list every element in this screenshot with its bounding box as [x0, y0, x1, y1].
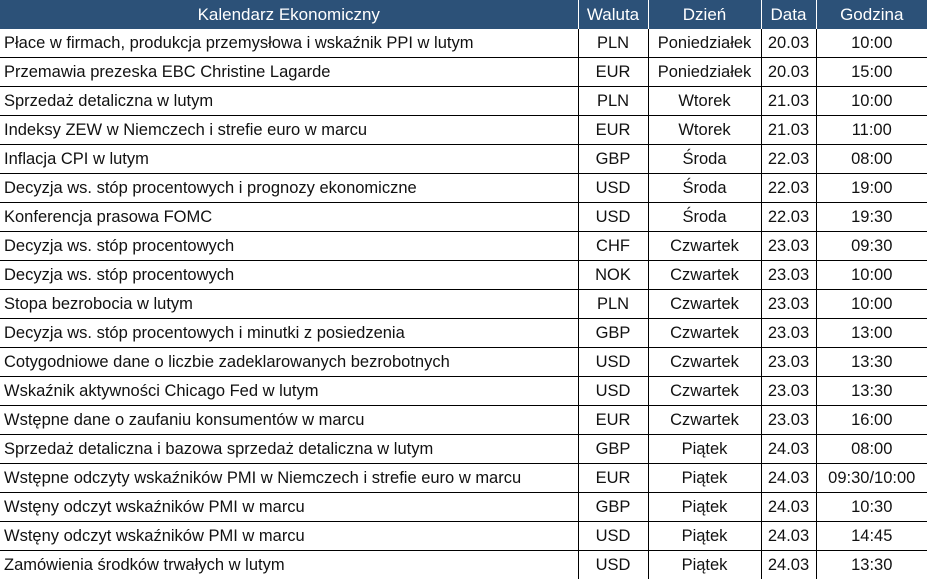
table-row — [0, 319, 927, 348]
table-row — [0, 522, 927, 551]
time-cell: 13:00 — [816, 319, 927, 348]
date-cell: 22.03 — [761, 174, 816, 203]
currency-cell: EUR — [578, 58, 648, 87]
currency-cell: EUR — [578, 116, 648, 145]
date-cell: 24.03 — [761, 464, 816, 493]
time-cell: 10:00 — [816, 261, 927, 290]
time-cell: 16:00 — [816, 406, 927, 435]
day-cell: Środa — [648, 145, 761, 174]
date-cell: 22.03 — [761, 203, 816, 232]
header-date: Data — [761, 0, 816, 29]
event-cell: Przemawia prezeska EBC Christine Lagarde — [0, 58, 578, 87]
event-cell: Decyzja ws. stóp procentowych — [0, 232, 578, 261]
table-row — [0, 551, 927, 579]
currency-cell: PLN — [578, 29, 648, 58]
table-row — [0, 145, 927, 174]
time-cell: 09:30/10:00 — [816, 464, 927, 493]
table-row — [0, 261, 927, 290]
day-cell: Poniedziałek — [648, 58, 761, 87]
currency-cell: USD — [578, 377, 648, 406]
event-cell: Wstęny odczyt wskaźników PMI w marcu — [0, 493, 578, 522]
time-cell: 13:30 — [816, 551, 927, 579]
time-cell: 10:00 — [816, 290, 927, 319]
header-event: Kalendarz Ekonomiczny — [0, 0, 578, 29]
time-cell: 10:30 — [816, 493, 927, 522]
table-row — [0, 493, 927, 522]
day-cell: Piątek — [648, 522, 761, 551]
event-cell: Indeksy ZEW w Niemczech i strefie euro w marcu — [0, 116, 578, 145]
table-row — [0, 435, 927, 464]
day-cell: Czwartek — [648, 232, 761, 261]
date-cell: 20.03 — [761, 29, 816, 58]
time-cell: 15:00 — [816, 58, 927, 87]
header-time: Godzina — [816, 0, 927, 29]
event-cell: Sprzedaż detaliczna i bazowa sprzedaż detaliczna w lutym — [0, 435, 578, 464]
header-currency: Waluta — [578, 0, 648, 29]
date-cell: 21.03 — [761, 116, 816, 145]
table-row — [0, 232, 927, 261]
day-cell: Czwartek — [648, 348, 761, 377]
date-cell: 24.03 — [761, 522, 816, 551]
table-row — [0, 116, 927, 145]
day-cell: Wtorek — [648, 116, 761, 145]
currency-cell: GBP — [578, 493, 648, 522]
time-cell: 14:45 — [816, 522, 927, 551]
day-cell: Czwartek — [648, 290, 761, 319]
header-day: Dzień — [648, 0, 761, 29]
currency-cell: PLN — [578, 290, 648, 319]
currency-cell: USD — [578, 174, 648, 203]
header-row — [0, 0, 927, 29]
table-row — [0, 87, 927, 116]
calendar-body — [0, 29, 927, 579]
day-cell: Piątek — [648, 551, 761, 579]
currency-cell: EUR — [578, 464, 648, 493]
currency-cell: GBP — [578, 435, 648, 464]
day-cell: Środa — [648, 174, 761, 203]
currency-cell: USD — [578, 522, 648, 551]
date-cell: 24.03 — [761, 551, 816, 579]
time-cell: 10:00 — [816, 29, 927, 58]
date-cell: 24.03 — [761, 493, 816, 522]
currency-cell: USD — [578, 551, 648, 579]
date-cell: 23.03 — [761, 377, 816, 406]
event-cell: Płace w firmach, produkcja przemysłowa i wskaźnik PPI w lutym — [0, 29, 578, 58]
time-cell: 10:00 — [816, 87, 927, 116]
date-cell: 24.03 — [761, 435, 816, 464]
currency-cell: EUR — [578, 406, 648, 435]
date-cell: 23.03 — [761, 406, 816, 435]
table-row — [0, 174, 927, 203]
event-cell: Stopa bezrobocia w lutym — [0, 290, 578, 319]
day-cell: Czwartek — [648, 319, 761, 348]
event-cell: Decyzja ws. stóp procentowych — [0, 261, 578, 290]
date-cell: 23.03 — [761, 261, 816, 290]
event-cell: Wstęny odczyt wskaźników PMI w marcu — [0, 522, 578, 551]
date-cell: 22.03 — [761, 145, 816, 174]
table-row — [0, 464, 927, 493]
date-cell: 23.03 — [761, 348, 816, 377]
time-cell: 19:30 — [816, 203, 927, 232]
table-row — [0, 406, 927, 435]
time-cell: 13:30 — [816, 348, 927, 377]
table-row — [0, 29, 927, 58]
table-row — [0, 58, 927, 87]
date-cell: 23.03 — [761, 232, 816, 261]
time-cell: 13:30 — [816, 377, 927, 406]
table-row — [0, 203, 927, 232]
currency-cell: USD — [578, 203, 648, 232]
event-cell: Wskaźnik aktywności Chicago Fed w lutym — [0, 377, 578, 406]
day-cell: Wtorek — [648, 87, 761, 116]
day-cell: Czwartek — [648, 261, 761, 290]
time-cell: 11:00 — [816, 116, 927, 145]
date-cell: 23.03 — [761, 319, 816, 348]
time-cell: 08:00 — [816, 145, 927, 174]
event-cell: Decyzja ws. stóp procentowych i prognozy ekonomiczne — [0, 174, 578, 203]
event-cell: Wstępne odczyty wskaźników PMI w Niemczech i strefie euro w marcu — [0, 464, 578, 493]
date-cell: 23.03 — [761, 290, 816, 319]
day-cell: Piątek — [648, 435, 761, 464]
currency-cell: GBP — [578, 145, 648, 174]
date-cell: 20.03 — [761, 58, 816, 87]
day-cell: Piątek — [648, 464, 761, 493]
day-cell: Czwartek — [648, 377, 761, 406]
currency-cell: USD — [578, 348, 648, 377]
event-cell: Wstępne dane o zaufaniu konsumentów w marcu — [0, 406, 578, 435]
day-cell: Poniedziałek — [648, 29, 761, 58]
table-row — [0, 290, 927, 319]
table-row — [0, 348, 927, 377]
time-cell: 08:00 — [816, 435, 927, 464]
event-cell: Zamówienia środków trwałych w lutym — [0, 551, 578, 579]
currency-cell: GBP — [578, 319, 648, 348]
day-cell: Piątek — [648, 493, 761, 522]
day-cell: Czwartek — [648, 406, 761, 435]
table-row — [0, 377, 927, 406]
time-cell: 19:00 — [816, 174, 927, 203]
date-cell: 21.03 — [761, 87, 816, 116]
currency-cell: PLN — [578, 87, 648, 116]
day-cell: Środa — [648, 203, 761, 232]
event-cell: Decyzja ws. stóp procentowych i minutki z posiedzenia — [0, 319, 578, 348]
event-cell: Inflacja CPI w lutym — [0, 145, 578, 174]
time-cell: 09:30 — [816, 232, 927, 261]
event-cell: Konferencja prasowa FOMC — [0, 203, 578, 232]
event-cell: Sprzedaż detaliczna w lutym — [0, 87, 578, 116]
event-cell: Cotygodniowe dane o liczbie zadeklarowanych bezrobotnych — [0, 348, 578, 377]
currency-cell: NOK — [578, 261, 648, 290]
currency-cell: CHF — [578, 232, 648, 261]
